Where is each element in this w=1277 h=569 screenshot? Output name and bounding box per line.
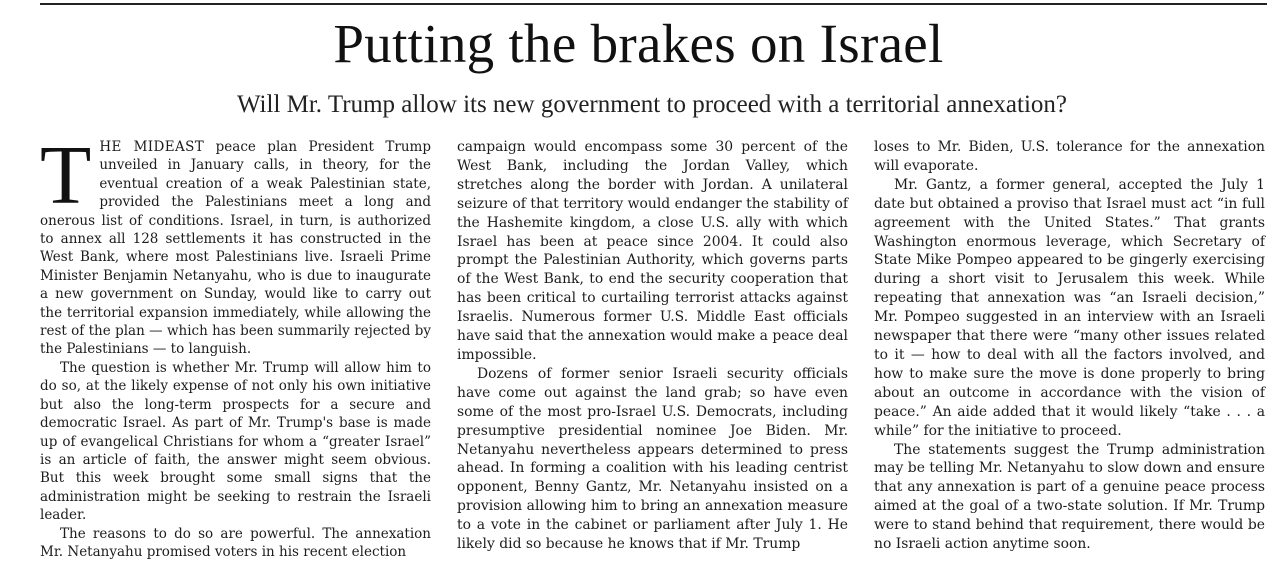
paragraph-5: Mr. Gantz, a former general, accepted the July 1 date but obtained a proviso that Israel must act “in full agreement with the United States.” That grants Washington enormous leverage, which Secretary of State Mike Pompeo appeared to be gingerly exercising during a short visit to Jerusalem this week. While repeating that annexation was “an Israeli decision,” Mr. Pompeo suggested in an interview with an Israeli newspaper that there were “many other issues related to it — how to deal with all the factors involved, and how to make sure the move is done properly to bring about an outcome in accordance with the vision of peace.” An aide added that it would likely “take . . . a while” for the initiative to proceed. xyxy=(874,176,1265,439)
headline: Putting the brakes on Israel xyxy=(333,13,944,74)
lead-in: HE MIDEAST xyxy=(99,139,205,155)
subheadline: Will Mr. Trump allow its new government to proceed with a territorial annexation? xyxy=(236,91,1068,118)
paragraph-3: The reasons to do so are powerful. The annexation Mr. Netanyahu promised voters in his recent election xyxy=(40,525,431,560)
paragraph-1 xyxy=(40,129,431,359)
article-column-3 xyxy=(874,138,1265,554)
drop-cap: T xyxy=(40,129,92,222)
paragraph-6: The statements suggest the Trump administration may be telling Mr. Netanyahu to slow down and ensure that any annexation is part of a genuine peace process aimed at the goal of a two-state solution. If Mr. Trump were to stand behind that requirement, there would be no Israeli action anytime soon. xyxy=(874,441,1265,553)
article-column-2 xyxy=(457,138,848,554)
paragraph-4: Dozens of former senior Israeli security officials have come out against the land grab; so have even some of the most pro-Israel U.S. Democrats, including presumptive presidential nominee Joe Biden. Mr. Netanyahu nevertheless appears determined to press ahead. In forming a coalition with his leading centrist opponent, Benny Gantz, Mr. Netanyahu insisted on a provision allowing him to bring an annexation measure to a vote in the cabinet or parliament after July 1. He likely did so because he knows that if Mr. Trump xyxy=(457,365,848,553)
paragraph-1-text: peace plan President Trump unveiled in January calls, in theory, for the eventual creation of a weak Palestinian state, provided the Palestinians meet a long and onerous list of conditions. Israel, in turn, is authorized to annex all 128 settlements it has constructed in the West Bank, where most Palestinians live. Israeli Prime Minister Benjamin Netanyahu, who is due to inaugurate a new government on Sunday, would like to carry out the territorial expansion immediately, while allowing the rest of the plan — which has been summarily rejected by the Palestinians — to languish. xyxy=(40,139,431,358)
article-column-1 xyxy=(40,129,431,561)
paragraph-3-continued: campaign would encompass some 30 percent of the West Bank, including the Jordan Valley, which stretches along the border with Jordan. A unilateral seizure of that territory would endanger the stability of the Hashemite kingdom, a close U.S. ally with which Israel has been at peace since 2004. It could also prompt the Palestinian Authority, which governs parts of the West Bank, to end the security cooperation that has been critical to curtailing terrorist attacks against Israelis. Numerous former U.S. Middle East officials have said that the annexation would make a peace deal impossible. xyxy=(457,139,848,363)
paragraph-2: The question is whether Mr. Trump will allow him to do so, at the likely expense of not only his own initiative but also the long-term prospects for a secure and democratic Israel. As part of Mr. Trump's base is made up of evangelical Christians for whom a “greater Israel” is an article of faith, the answer might seem obvious. But this week brought some small signs that the administration might be seeking to restrain the Israeli leader. xyxy=(40,359,431,524)
top-rule xyxy=(40,3,1267,5)
paragraph-4-continued: loses to Mr. Biden, U.S. tolerance for the annexation will evaporate. xyxy=(874,139,1265,174)
